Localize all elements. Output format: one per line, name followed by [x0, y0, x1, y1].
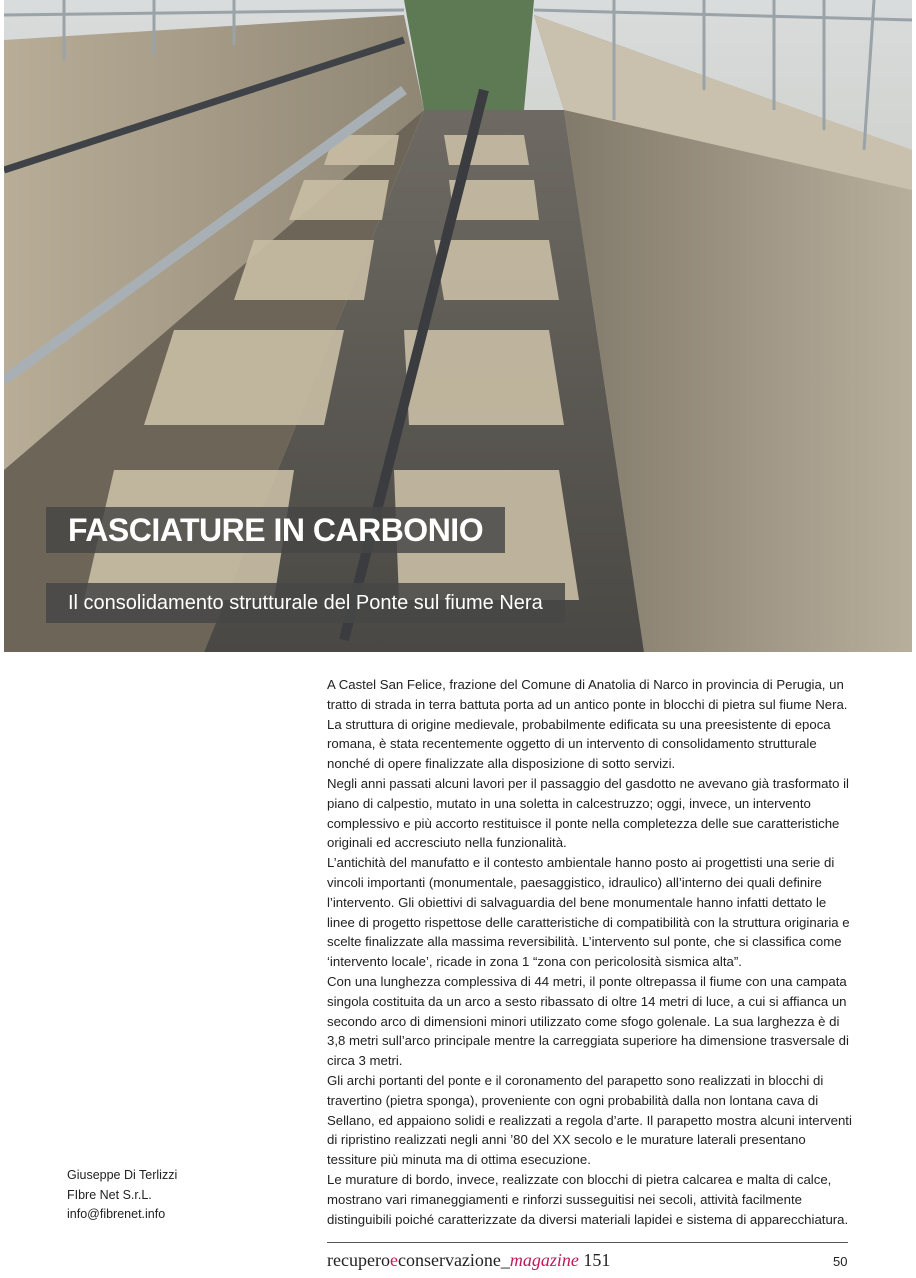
magazine-name-part2: conservazione_ — [397, 1250, 510, 1270]
paragraph: Le murature di bordo, invece, realizzate con blocchi di pietra calcarea e malta di calce, mostrano vari rimaneggiamenti e rinforzi susseguitisi nei secoli, attività facilmente distinguibili poiché caratterizzate da diversi materiali lapidei e sistema di apparecchiatura. — [327, 1171, 849, 1227]
subtitle-banner — [46, 583, 565, 623]
article-subtitle: Il consolidamento strutturale del Ponte sul fiume Nera — [68, 591, 543, 614]
footer-divider — [327, 1242, 848, 1243]
cover-photo — [4, 0, 912, 652]
magazine-name-e: e — [389, 1250, 398, 1270]
paragraph: L’antichità del manufatto e il contesto ambientale hanno posto ai progettisti una serie di vincoli importanti (monumentale, paesaggistico, idraulico) all’interno dei quali definire l’intervento. Gli obiettivi di salvaguardia del bene monumentale hanno infatti dettato le linee di progetto rispettose delle caratteristiche di compatibilità con la struttura originaria e scelte finalizzate alla massima reversibilità. L’intervento sul ponte, che si classifica come ‘intervento locale’, ricade in zona 1 “zona con pericolosità sismica alta”. — [327, 855, 850, 970]
author-byline — [67, 1166, 177, 1225]
issue-number: 151 — [578, 1250, 611, 1270]
magazine-footer — [327, 1250, 610, 1271]
article-body — [327, 675, 855, 1229]
magazine-name-part3: magazine — [509, 1250, 579, 1270]
author-company: FIbre Net S.r.L. — [67, 1187, 152, 1202]
page-number: 50 — [833, 1254, 848, 1269]
magazine-name-part1: recupero — [327, 1250, 390, 1270]
author-name: Giuseppe Di Terlizzi — [67, 1168, 178, 1182]
paragraph: Con una lunghezza complessiva di 44 metri, il ponte oltrepassa il fiume con una campata singola costituita da un arco a sesto ribassato di oltre 14 metri di luce, a cui si affianca un secondo arco di dimensioni minori utilizzato come sfogo golenale. La sua larghezza è di 3,8 metri sull’arco principale mentre la carreggiata superiore ha dimensione trasversale di circa 3 metri. — [327, 973, 849, 1069]
author-email[interactable]: info@fibrenet.info — [67, 1207, 166, 1221]
paragraph: Gli archi portanti del ponte e il coronamento del parapetto sono realizzati in blocchi di travertino (pietra sponga), proveniente con ogni probabilità dalla non lontana cava di Sellano, ed appaiono solidi e realizzati a regola d’arte. Il parapetto mostra alcuni interventi di ripristino realizzati negli anni ’80 del XX secolo e le murature laterali presentano tessiture più minuta ma di ottima esecuzione. — [327, 1072, 852, 1168]
title-banner — [46, 507, 505, 553]
paragraph: A Castel San Felice, frazione del Comune di Anatolia di Narco in provincia di Perugia, un tratto di strada in terra battuta porta ad un antico ponte in blocchi di pietra sul fiume Nera. La struttura di origine medievale, probabilmente edificata su una preesistente di epoca romana, è stata recentemente oggetto di un intervento di consolidamento strutturale nonché di opere finalizzate alla disposizione di sotto servizi. — [327, 677, 848, 772]
paragraph: Negli anni passati alcuni lavori per il passaggio del gasdotto ne avevano già trasformato il piano di calpestio, mutato in una soletta in calcestruzzo; oggi, invece, un intervento complessivo e più accorto restituisce il ponte nella completezza delle sue caratteristiche originali ed accresciuto nella funzionalità. — [327, 775, 849, 851]
article-title: FASCIATURE IN CARBONIO — [68, 511, 484, 548]
